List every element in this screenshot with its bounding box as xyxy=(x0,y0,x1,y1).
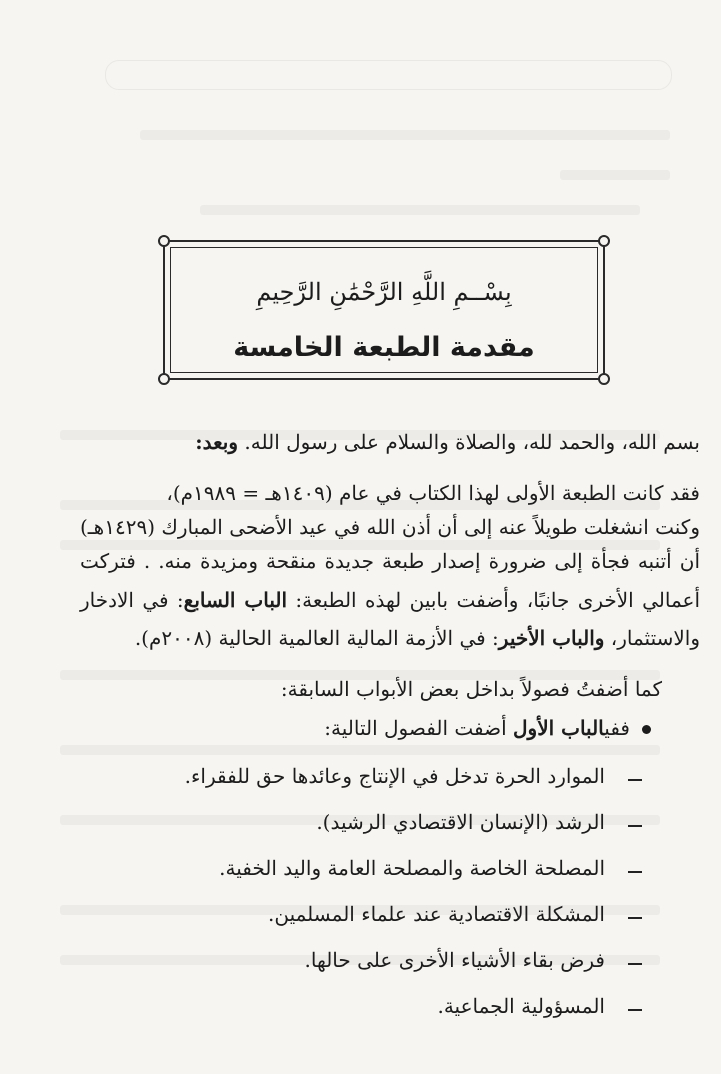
paragraph-text: : في الادخار xyxy=(80,588,184,612)
frame-corner-ornament xyxy=(598,373,610,385)
intro-line xyxy=(80,432,700,452)
dash-icon xyxy=(628,825,642,827)
intro-text: بسم الله، والحمد لله، والصلاة والسلام على رسول الله. xyxy=(244,430,700,454)
dash-icon xyxy=(628,871,642,873)
ghost-line xyxy=(200,205,640,215)
chapter-list-item: الرشد (الإنسان الاقتصادي الرشيد). xyxy=(316,810,605,834)
chapter-list-item: المسؤولية الجماعية. xyxy=(437,994,605,1018)
chapter-list-item: المصلحة الخاصة والمصلحة العامة واليد الخفية. xyxy=(219,856,605,880)
paragraph-text: أعمالي الأخرى جانبًا، وأضفت بابين لهذه الطبعة: xyxy=(295,588,701,612)
ghost-line xyxy=(140,130,670,140)
chapter-list-item: المشكلة الاقتصادية عند علماء المسلمين. xyxy=(267,902,605,926)
paragraph-line-3: أن أتنبه فجأة إلى ضرورة إصدار طبعة جديدة منقحة ومزيدة منه. . فتركت xyxy=(80,549,700,573)
bullet-icon xyxy=(642,725,651,734)
ghost-header xyxy=(105,60,672,90)
dash-icon xyxy=(628,917,642,919)
ghost-line xyxy=(560,170,670,180)
paragraph-line-1: فقد كانت الطبعة الأولى لهذا الكتاب في عام (١٤٠٩هـ = ١٩٨٩م)، xyxy=(166,481,700,505)
first-chapter-prefix: ففي xyxy=(604,716,630,740)
basmala: بِسْــمِ اللَّهِ الرَّحْمَٰنِ الرَّحِيمِ xyxy=(256,278,512,306)
ghost-line xyxy=(60,745,660,755)
last-chapter-label: والباب الأخير xyxy=(498,626,605,650)
dash-icon xyxy=(628,779,642,781)
paragraph-line-4 xyxy=(80,590,700,610)
dash-icon xyxy=(628,1009,642,1011)
frame-corner-ornament xyxy=(158,373,170,385)
chapter-seven-label: الباب السابع xyxy=(183,588,288,612)
frame-corner-ornament xyxy=(158,235,170,247)
chapter-list-item: الموارد الحرة تدخل في الإنتاج وعائدها حق للفقراء. xyxy=(184,764,605,788)
title-frame xyxy=(163,240,605,380)
paragraph-text: والاستثمار، xyxy=(610,626,700,650)
paragraph-line-2: وكنت انشغلت طويلاً عنه إلى أن أذن الله في عيد الأضحى المبارك (١٤٢٩هـ) xyxy=(80,515,700,539)
chapter-list-item: فرض بقاء الأشياء الأخرى على حالها. xyxy=(304,948,605,972)
first-chapter-suffix: أضفت الفصول التالية: xyxy=(324,716,507,740)
first-chapter-heading xyxy=(80,718,630,738)
intro-bold: وبعد: xyxy=(195,430,239,454)
page-title: مقدمة الطبعة الخامسة xyxy=(233,332,535,363)
added-chapters-intro: كما أضفتُ فصولاً بداخل بعض الأبواب السابقة: xyxy=(280,677,662,701)
dash-icon xyxy=(628,963,642,965)
paragraph-line-5 xyxy=(80,628,700,648)
paragraph-text: : في الأزمة المالية العالمية الحالية (٢٠٠٨م). xyxy=(134,626,499,650)
first-chapter-bold: الباب الأول xyxy=(513,716,605,740)
frame-corner-ornament xyxy=(598,235,610,247)
